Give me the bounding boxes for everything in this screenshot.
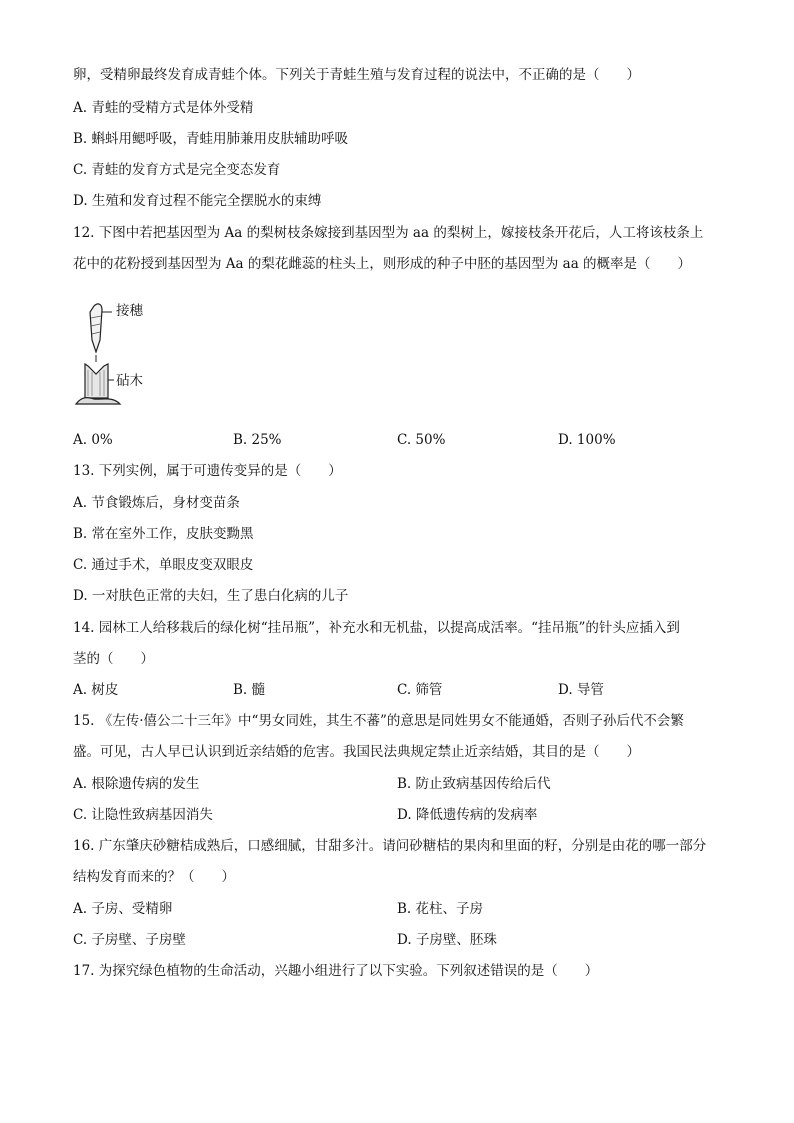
stock-label: 砧木 bbox=[116, 373, 143, 389]
q14-stem-line2: 茎的（ ） bbox=[73, 651, 154, 667]
q16-option-d: D. 子房壁、胚珠 bbox=[397, 932, 497, 948]
q17-stem: 17. 为探究绿色植物的生命活动，兴趣小组进行了以下实验。下列叙述错误的是（ ） bbox=[73, 963, 599, 979]
q11-option-a: A. 青蛙的受精方式是体外受精 bbox=[73, 100, 254, 116]
q15-option-b: B. 防止致病基因传给后代 bbox=[397, 776, 551, 792]
q15-stem-line2: 盛。可见，古人早已认识到近亲结婚的危害。我国民法典规定禁止近亲结婚，其目的是（ ） bbox=[73, 744, 640, 760]
q15-option-a: A. 根除遗传病的发生 bbox=[73, 776, 200, 792]
scion-label: 接穗 bbox=[116, 303, 143, 319]
q14-option-d: D. 导管 bbox=[558, 682, 604, 698]
q15-stem-line1: 15. 《左传·僖公二十三年》中“男女同姓，其生不蕃”的意思是同姓男女不能通婚，否则子孙后代不会繁 bbox=[73, 713, 684, 729]
q15-option-c: C. 让隐性致病基因消失 bbox=[73, 807, 213, 823]
q13-option-a: A. 节食锻炼后，身材变苗条 bbox=[73, 495, 240, 511]
q11-option-b: B. 蝌蚪用鳃呼吸，青蛙用肺兼用皮肤辅助呼吸 bbox=[73, 131, 349, 147]
q13-option-d: D. 一对肤色正常的夫妇，生了患白化病的儿子 bbox=[73, 588, 349, 604]
q16-option-b: B. 花柱、子房 bbox=[397, 901, 484, 917]
q16-option-c: C. 子房壁、子房壁 bbox=[73, 932, 186, 948]
q16-stem-line1: 16. 广东肇庆砂糖桔成熟后，口感细腻，甘甜多汁。请问砂糖桔的果肉和里面的籽，分别是由花的哪一部分 bbox=[73, 838, 707, 854]
q13-option-c: C. 通过手术，单眼皮变双眼皮 bbox=[73, 557, 254, 573]
q12-stem-line2: 花中的花粉授到基因型为 Aa 的梨花雌蕊的柱头上，则形成的种子中胚的基因型为 aa 的概率是（ ） bbox=[73, 256, 692, 272]
q14-option-a: A. 树皮 bbox=[73, 682, 119, 698]
q12-option-a: A. 0% bbox=[73, 432, 113, 448]
q13-stem: 13. 下列实例，属于可遗传变异的是（ ） bbox=[73, 463, 342, 479]
q16-stem-line2: 结构发育而来的？（ ） bbox=[73, 869, 235, 885]
q14-option-c: C. 筛管 bbox=[397, 682, 443, 698]
q12-stem-line1: 12. 下图中若把基因型为 Aa 的梨树枝条嫁接到基因型为 aa 的梨树上，嫁接枝条开花后，人工将该枝条上 bbox=[73, 225, 704, 241]
q12-option-d: D. 100% bbox=[558, 432, 616, 448]
q14-stem-line1: 14. 园林工人给移栽后的绿化树“挂吊瓶”，补充水和无机盐，以提高成活率。“挂吊瓶”的针头应插入到 bbox=[73, 620, 680, 636]
q14-option-b: B. 髓 bbox=[233, 682, 266, 698]
q11-option-c: C. 青蛙的发育方式是完全变态发育 bbox=[73, 162, 281, 178]
q16-option-a: A. 子房、受精卵 bbox=[73, 901, 173, 917]
q15-option-d: D. 降低遗传病的发病率 bbox=[397, 807, 538, 823]
q11-stem-continuation: 卵，受精卵最终发育成青蛙个体。下列关于青蛙生殖与发育过程的说法中，不正确的是（ ） bbox=[73, 67, 640, 83]
q12-option-b: B. 25% bbox=[233, 432, 282, 448]
q12-option-c: C. 50% bbox=[397, 432, 446, 448]
q11-option-d: D. 生殖和发育过程不能完全摆脱水的束缚 bbox=[73, 193, 322, 209]
grafting-figure bbox=[72, 300, 182, 412]
q13-option-b: B. 常在室外工作，皮肤变黝黑 bbox=[73, 526, 254, 542]
